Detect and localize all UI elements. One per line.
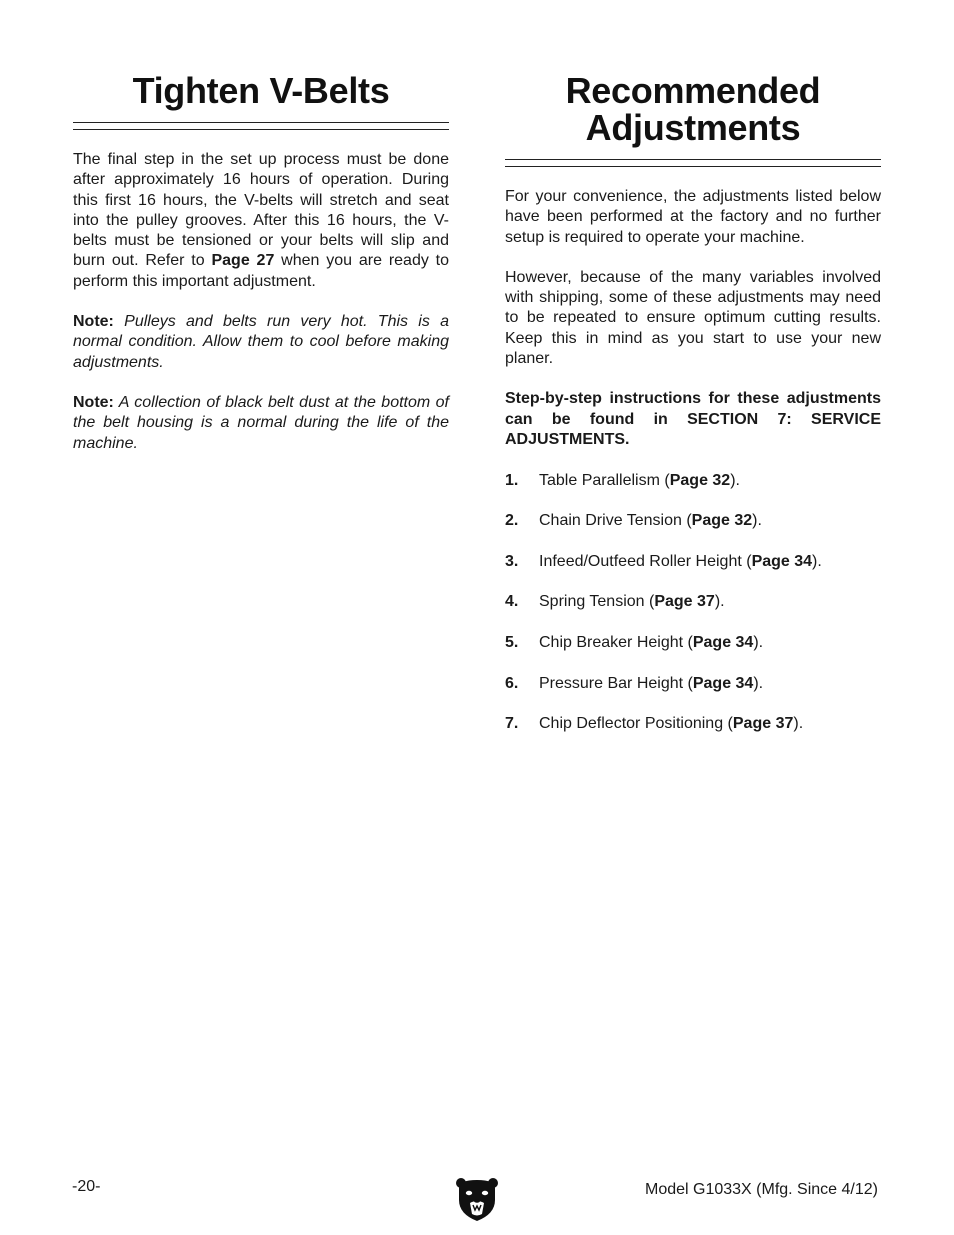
- item-text: [539, 592, 725, 612]
- item-close: ).: [753, 633, 764, 651]
- item-number: 3.: [505, 552, 519, 570]
- item-number: 6.: [505, 674, 519, 692]
- note-label: Note:: [73, 313, 114, 331]
- item-label: Spring Tension (: [539, 593, 655, 611]
- page-reference: Page 37: [732, 715, 794, 733]
- bear-head-icon: [455, 1176, 499, 1222]
- item-text: [539, 714, 803, 734]
- adjustment-item: [505, 633, 881, 653]
- note-text: A collection of black belt dust at the bottom of the belt housing is a normal during the life of the machine.: [73, 393, 449, 452]
- title-rule: [505, 159, 881, 167]
- intro-text: The final step in the set up process must be done after approximately 16 hours of operation. During this first 16 hours, the V-belts will stretch and seat into the pulley grooves. After this 16 hours, the V-belts must be tensioned or your belts will slip and burn out. Refer to: [73, 151, 449, 270]
- note-label: Note:: [73, 393, 114, 411]
- item-label: Infeed/Outfeed Roller Height (: [539, 552, 752, 570]
- section-title-recommended-adjustments: [505, 72, 881, 146]
- adjustment-item: [505, 714, 881, 734]
- title-line: Adjustments: [585, 107, 801, 148]
- item-text: [539, 633, 763, 653]
- intro-paragraph: [73, 150, 449, 292]
- title-line: Recommended: [565, 70, 821, 111]
- item-label: Chip Breaker Height (: [539, 633, 693, 651]
- item-close: ).: [753, 674, 764, 692]
- adjustment-item: [505, 511, 881, 531]
- note-text: Pulleys and belts run very hot. This is a normal condition. Allow them to cool before making adjustments.: [73, 313, 449, 371]
- page-reference: Page 27: [211, 252, 275, 270]
- item-close: ).: [812, 552, 822, 570]
- item-close: ).: [730, 471, 740, 489]
- item-label: Chip Deflector Positioning (: [539, 715, 733, 733]
- item-close: ).: [793, 715, 804, 733]
- page-reference: Page 32: [669, 471, 731, 489]
- adjustment-item: [505, 674, 881, 694]
- adjustments-list: [505, 471, 881, 735]
- model-label: Model G1033X (Mfg. Since 4/12): [644, 1181, 878, 1198]
- item-text: [539, 674, 763, 694]
- item-text: [539, 511, 762, 531]
- variables-paragraph: However, because of the many variables involved with shipping, some of these adjustments may need to be repeated to ensure optimum cutting results. Keep this in mind as you start to use your new planer.: [505, 268, 881, 368]
- page-reference: Page 34: [751, 552, 813, 570]
- title-rule: [73, 122, 449, 130]
- page-number: -20-: [72, 1178, 101, 1195]
- note-paragraph: [73, 312, 449, 373]
- item-text: [539, 471, 740, 491]
- item-label: Table Parallelism (: [539, 471, 670, 489]
- section-title-tighten-v-belts: Tighten V-Belts: [132, 70, 390, 111]
- instructions-paragraph: Step-by-step instructions for these adjustments can be found in SECTION 7: SERVICE ADJUSTMENTS.: [505, 390, 881, 448]
- convenience-paragraph: For your convenience, the adjustments listed below have been performed at the factory and no further setup is required to operate your machine.: [505, 188, 881, 246]
- adjustment-item: [505, 552, 881, 572]
- intro-text-end: when you are ready to perform this important adjustment.: [73, 252, 450, 290]
- adjustment-item: [505, 471, 881, 491]
- item-number: 5.: [505, 633, 519, 651]
- item-number: 1.: [505, 471, 519, 489]
- item-label: Pressure Bar Height (: [539, 674, 693, 692]
- page-reference: Page 34: [692, 633, 754, 651]
- item-close: ).: [752, 512, 762, 530]
- item-label: Chain Drive Tension (: [539, 512, 692, 530]
- item-text: [539, 552, 822, 572]
- page-reference: Page 32: [691, 512, 753, 530]
- right-column: [505, 72, 881, 734]
- item-number: 2.: [505, 512, 519, 530]
- item-number: 4.: [505, 593, 519, 611]
- page-reference: Page 37: [654, 593, 715, 611]
- item-number: 7.: [505, 715, 519, 733]
- note-paragraph: [73, 393, 449, 454]
- page-reference: Page 34: [692, 674, 754, 692]
- adjustment-item: [505, 592, 881, 612]
- item-close: ).: [714, 593, 725, 611]
- left-column: [73, 72, 449, 454]
